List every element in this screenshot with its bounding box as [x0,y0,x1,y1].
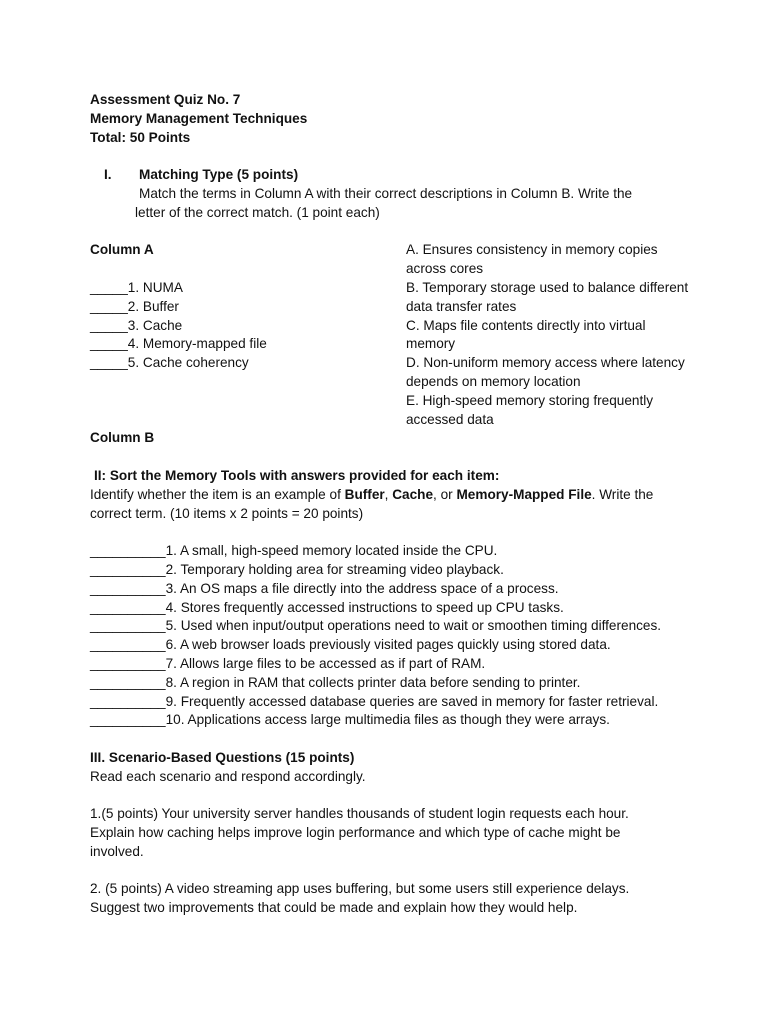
section1-number: I. [104,167,112,183]
column-b-label: Column B [90,430,155,446]
spacer [90,448,690,467]
sort-item: __________2. Temporary holding area for streaming video playback. [90,561,504,577]
quiz-title: Assessment Quiz No. 7 [90,92,241,107]
description-item: D. Non-uniform memory access where latency depends on memory location [406,355,685,389]
section1-instruction-line2: letter of the correct match. (1 point each) [135,204,380,220]
sort-item: __________10. Applications access large multimedia files as though they were arrays. [90,712,610,728]
scenario1-line1: 1.(5 points) Your university server handles thousands of student login requests each hour. [90,806,629,822]
spacer [90,786,690,805]
spacer [90,862,690,881]
quiz-document [90,91,690,918]
term-item: _____5. Cache coherency [90,355,249,371]
matching-columns [90,241,690,429]
term-cache: Cache [392,486,434,502]
instr-sep2: , or [433,486,457,502]
column-a [90,241,406,429]
section2-instruction [90,486,690,524]
spacer [90,260,406,279]
sort-item: __________1. A small, high-speed memory located inside the CPU. [90,543,498,559]
quiz-subject: Memory Management Techniques [90,110,308,126]
description-item: B. Temporary storage used to balance different data transfer rates [406,279,689,314]
section3-title: III. Scenario-Based Questions (15 points) [90,749,355,765]
sort-item: __________6. A web browser loads previously visited pages quickly using stored data. [90,637,611,653]
scenario2-line2: Suggest two improvements that could be made and explain how they would help. [90,900,578,916]
scenario1-line2: Explain how caching helps improve login performance and which type of cache might be [90,825,621,841]
spacer [90,523,690,542]
term-item: _____4. Memory-mapped file [90,336,267,352]
instr-sep1: , [384,486,393,502]
sort-item: __________3. An OS maps a file directly into the address space of a process. [90,580,559,596]
spacer [90,223,690,242]
scenario1-line3: involved. [90,843,144,859]
term-buffer: Buffer [344,486,385,502]
instr-suffix: . Write the correct term. (10 items x 2 points = 20 points) [90,486,654,521]
description-item: E. High-speed memory storing frequently accessed data [406,392,654,427]
sort-item: __________4. Stores frequently accessed instructions to speed up CPU tasks. [90,599,564,615]
spacer [90,730,690,749]
quiz-total: Total: 50 Points [90,129,191,145]
section1-title: Matching Type (5 points) [139,167,299,183]
sort-item: __________7. Allows large files to be accessed as if part of RAM. [90,655,486,671]
section3-instruction: Read each scenario and respond accordingly. [90,768,366,784]
sort-item: __________8. A region in RAM that collects printer data before sending to printer. [90,674,581,690]
section1-instruction-line1: Match the terms in Column A with their correct descriptions in Column B. Write the [139,185,633,201]
sort-item: __________5. Used when input/output operations need to wait or smoothen timing differences. [90,618,662,634]
column-b-descriptions [406,241,690,429]
term-item: _____3. Cache [90,317,183,333]
section2-title: II: Sort the Memory Tools with answers provided for each item: [94,467,500,483]
instr-prefix: Identify whether the item is an example of [90,486,345,502]
description-item: A. Ensures consistency in memory copies across cores [406,242,658,277]
term-memory-mapped-file: Memory-Mapped File [456,486,592,502]
term-item: _____1. NUMA [90,279,183,295]
description-item: C. Maps file contents directly into virtual memory [406,317,646,352]
sort-item: __________9. Frequently accessed database queries are saved in memory for faster retrieval. [90,693,659,709]
term-item: _____2. Buffer [90,298,179,314]
spacer [90,147,690,166]
column-a-label: Column A [90,242,154,258]
scenario2-line1: 2. (5 points) A video streaming app uses buffering, but some users still experience delays. [90,881,630,897]
section1-heading [90,166,690,185]
